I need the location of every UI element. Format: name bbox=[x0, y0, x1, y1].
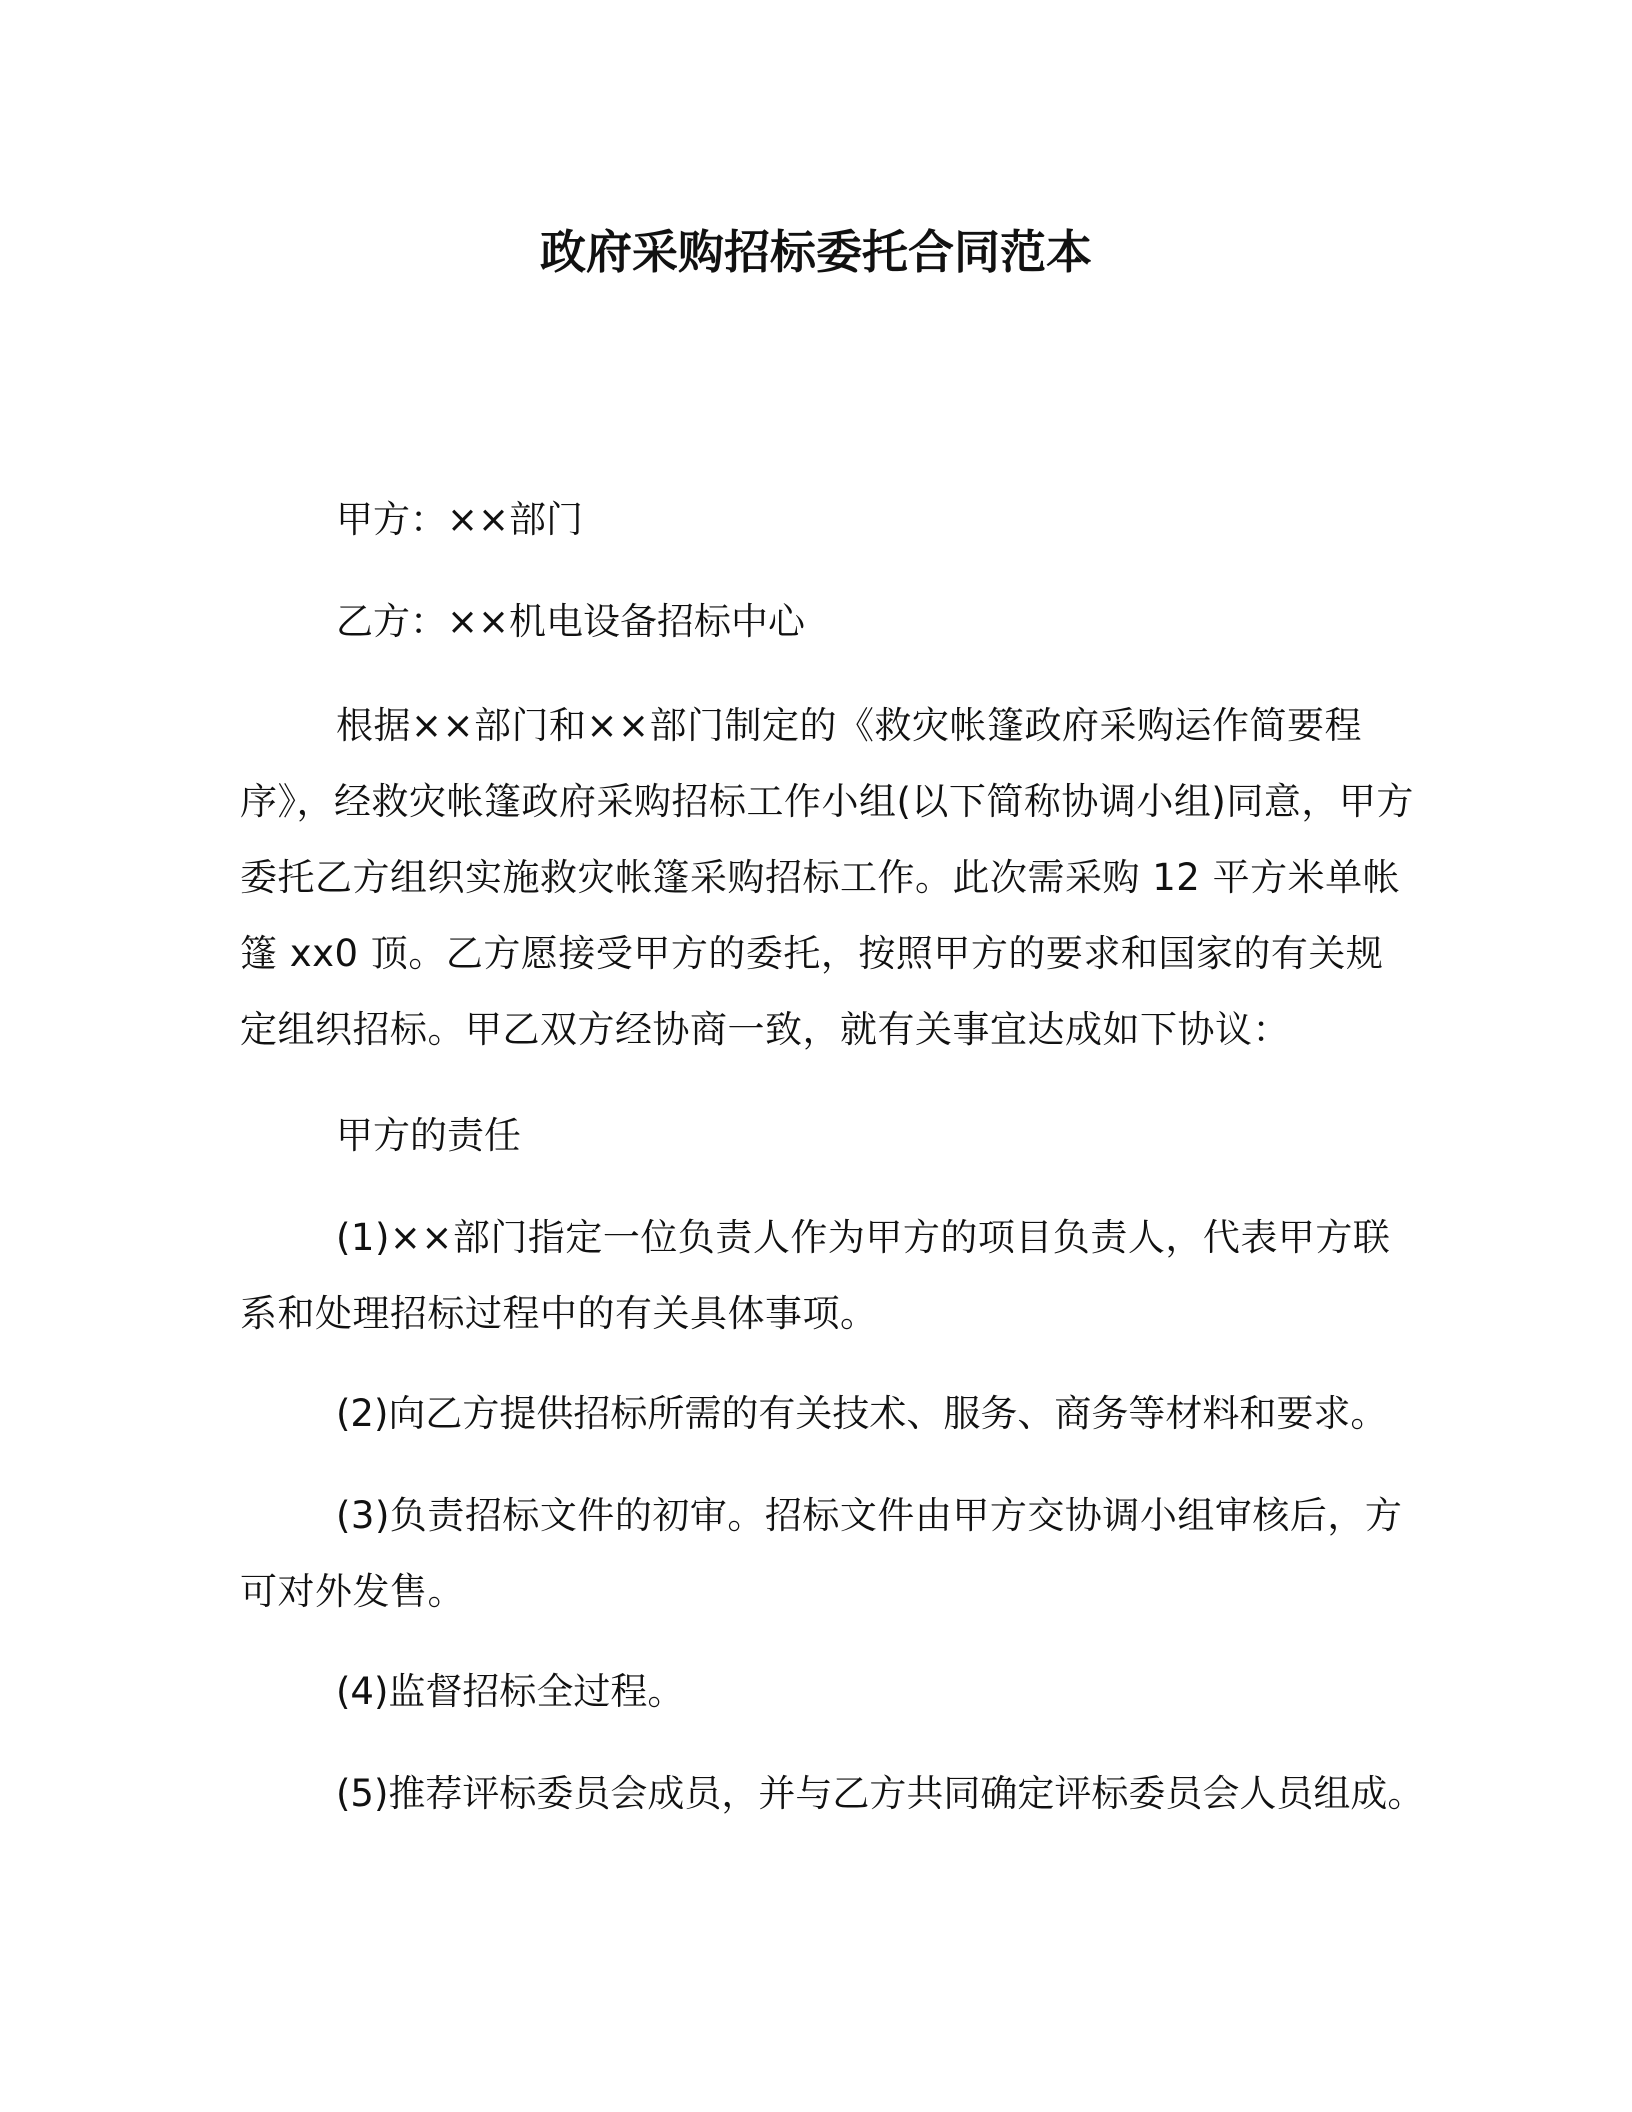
section-heading: 甲方的责任 bbox=[336, 1114, 521, 1157]
item-3-block bbox=[240, 1478, 1420, 1630]
party-a-line: 甲方：××部门 bbox=[336, 498, 584, 541]
list-item: (3)负责招标文件的初审。招标文件由甲方交协调小组审核后，方可对外发售。 bbox=[240, 1494, 1403, 1613]
document-title: 政府采购招标委托合同范本 bbox=[540, 225, 1092, 279]
list-item: (2)向乙方提供招标所需的有关技术、服务、商务等材料和要求。 bbox=[336, 1392, 1388, 1435]
list-item: (4)监督招标全过程。 bbox=[336, 1670, 685, 1713]
item-1-block bbox=[240, 1200, 1420, 1352]
list-item: (5)推荐评标委员会成员，并与乙方共同确定评标委员会人员组成。 bbox=[336, 1772, 1425, 1815]
party-b-line: 乙方：××机电设备招标中心 bbox=[336, 600, 806, 643]
list-item: (1)××部门指定一位负责人作为甲方的项目负责人，代表甲方联系和处理招标过程中的有关具体事项。 bbox=[240, 1216, 1391, 1335]
intro-paragraph-block bbox=[240, 688, 1420, 1068]
intro-paragraph: 根据××部门和××部门制定的《救灾帐篷政府采购运作简要程序》，经救灾帐篷政府采购招标工作小组(以下简称协调小组)同意，甲方委托乙方组织实施救灾帐篷采购招标工作。此次需采购 12 平方米单帐篷 xx0 顶。乙方愿接受甲方的委托，按照甲方的要求和国家的有关规定组织招标。甲乙双方经协商一致，就有关事宜达成如下协议： bbox=[240, 704, 1414, 1051]
